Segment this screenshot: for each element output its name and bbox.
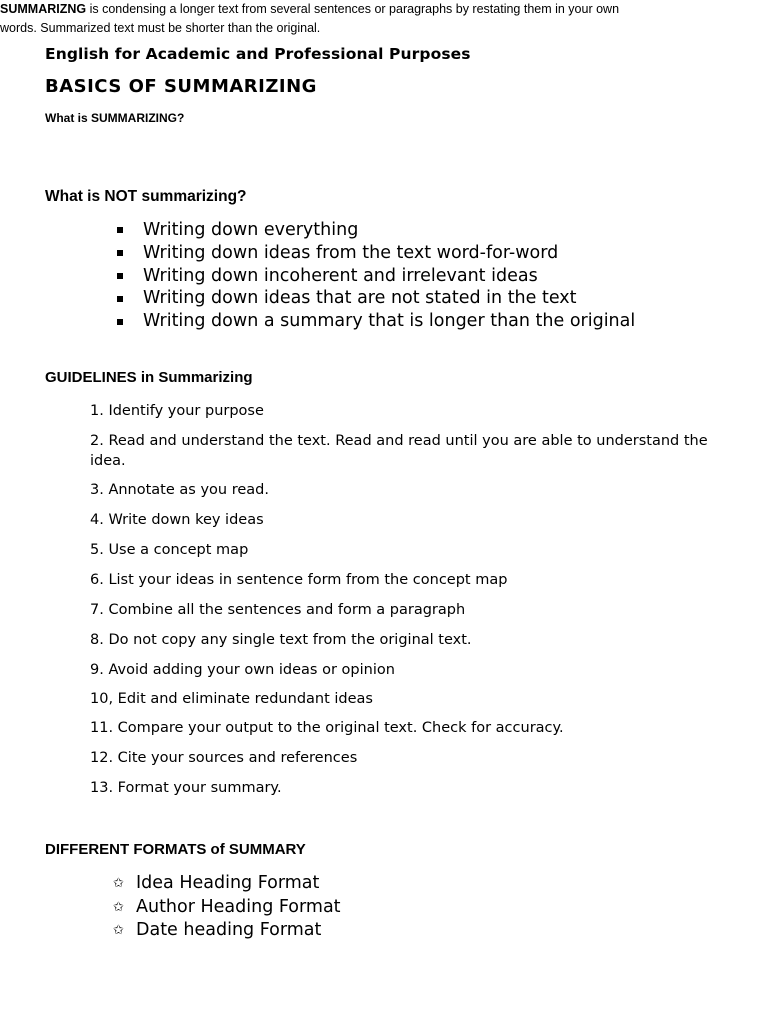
list-item: ✩ Author Heading Format bbox=[113, 896, 341, 920]
square-bullet-icon bbox=[117, 250, 123, 256]
list-item: ✩ Date heading Format bbox=[113, 919, 341, 943]
square-bullet-icon bbox=[117, 273, 123, 279]
guideline-step: 13. Format your summary. bbox=[90, 780, 282, 796]
square-bullet-icon bbox=[117, 319, 123, 325]
guidelines-heading: GUIDELINES in Summarizing bbox=[45, 369, 253, 386]
guideline-step: 12. Cite your sources and references bbox=[90, 750, 358, 766]
square-bullet-icon bbox=[117, 296, 123, 302]
star-outline-icon: ✩ bbox=[113, 923, 124, 938]
guideline-step: 6. List your ideas in sentence form from the concept map bbox=[90, 572, 508, 588]
course-title: English for Academic and Professional Purposes bbox=[45, 45, 471, 63]
list-item: Writing down ideas from the text word-for-word bbox=[115, 242, 635, 265]
definition-question: What is SUMMARIZING? bbox=[45, 111, 185, 125]
page-title: BASICS OF SUMMARIZING bbox=[45, 76, 317, 97]
guideline-step: 4. Write down key ideas bbox=[90, 512, 264, 528]
list-item: ✩ Idea Heading Format bbox=[113, 872, 341, 896]
guideline-step: 2. Read and understand the text. Read and read until you are able to understand the idea. bbox=[90, 433, 708, 469]
formats-list bbox=[113, 872, 341, 943]
square-bullet-icon bbox=[117, 227, 123, 233]
guideline-step: 7. Combine all the sentences and form a paragraph bbox=[90, 602, 466, 618]
list-item: Writing down everything bbox=[115, 219, 635, 242]
guideline-step: 3. Annotate as you read. bbox=[90, 482, 269, 498]
star-outline-icon: ✩ bbox=[113, 899, 124, 915]
definition-term: SUMMARIZNG bbox=[0, 2, 87, 16]
guideline-step: 9. Avoid adding your own ideas or opinion bbox=[90, 662, 395, 678]
not-summarizing-list bbox=[115, 219, 635, 333]
definition-paragraph bbox=[0, 0, 640, 38]
guideline-step: 10, Edit and eliminate redundant ideas bbox=[90, 691, 373, 707]
formats-heading: DIFFERENT FORMATS of SUMMARY bbox=[45, 841, 306, 858]
list-item: Writing down ideas that are not stated in the text bbox=[115, 287, 635, 310]
star-outline-icon: ✩ bbox=[113, 876, 124, 891]
not-summarizing-question: What is NOT summarizing? bbox=[45, 188, 247, 205]
guideline-step: 1. Identify your purpose bbox=[90, 403, 264, 419]
list-item: Writing down a summary that is longer than the original bbox=[115, 310, 635, 333]
list-item: Writing down incoherent and irrelevant ideas bbox=[115, 265, 635, 288]
guideline-step: 5. Use a concept map bbox=[90, 542, 249, 558]
guideline-step: 11. Compare your output to the original text. Check for accuracy. bbox=[90, 720, 564, 736]
definition-text: is condensing a longer text from several sentences or paragraphs by restating them in your own words. Summarized text must be shorter than the original. bbox=[0, 2, 620, 35]
guideline-step: 8. Do not copy any single text from the original text. bbox=[90, 632, 472, 648]
